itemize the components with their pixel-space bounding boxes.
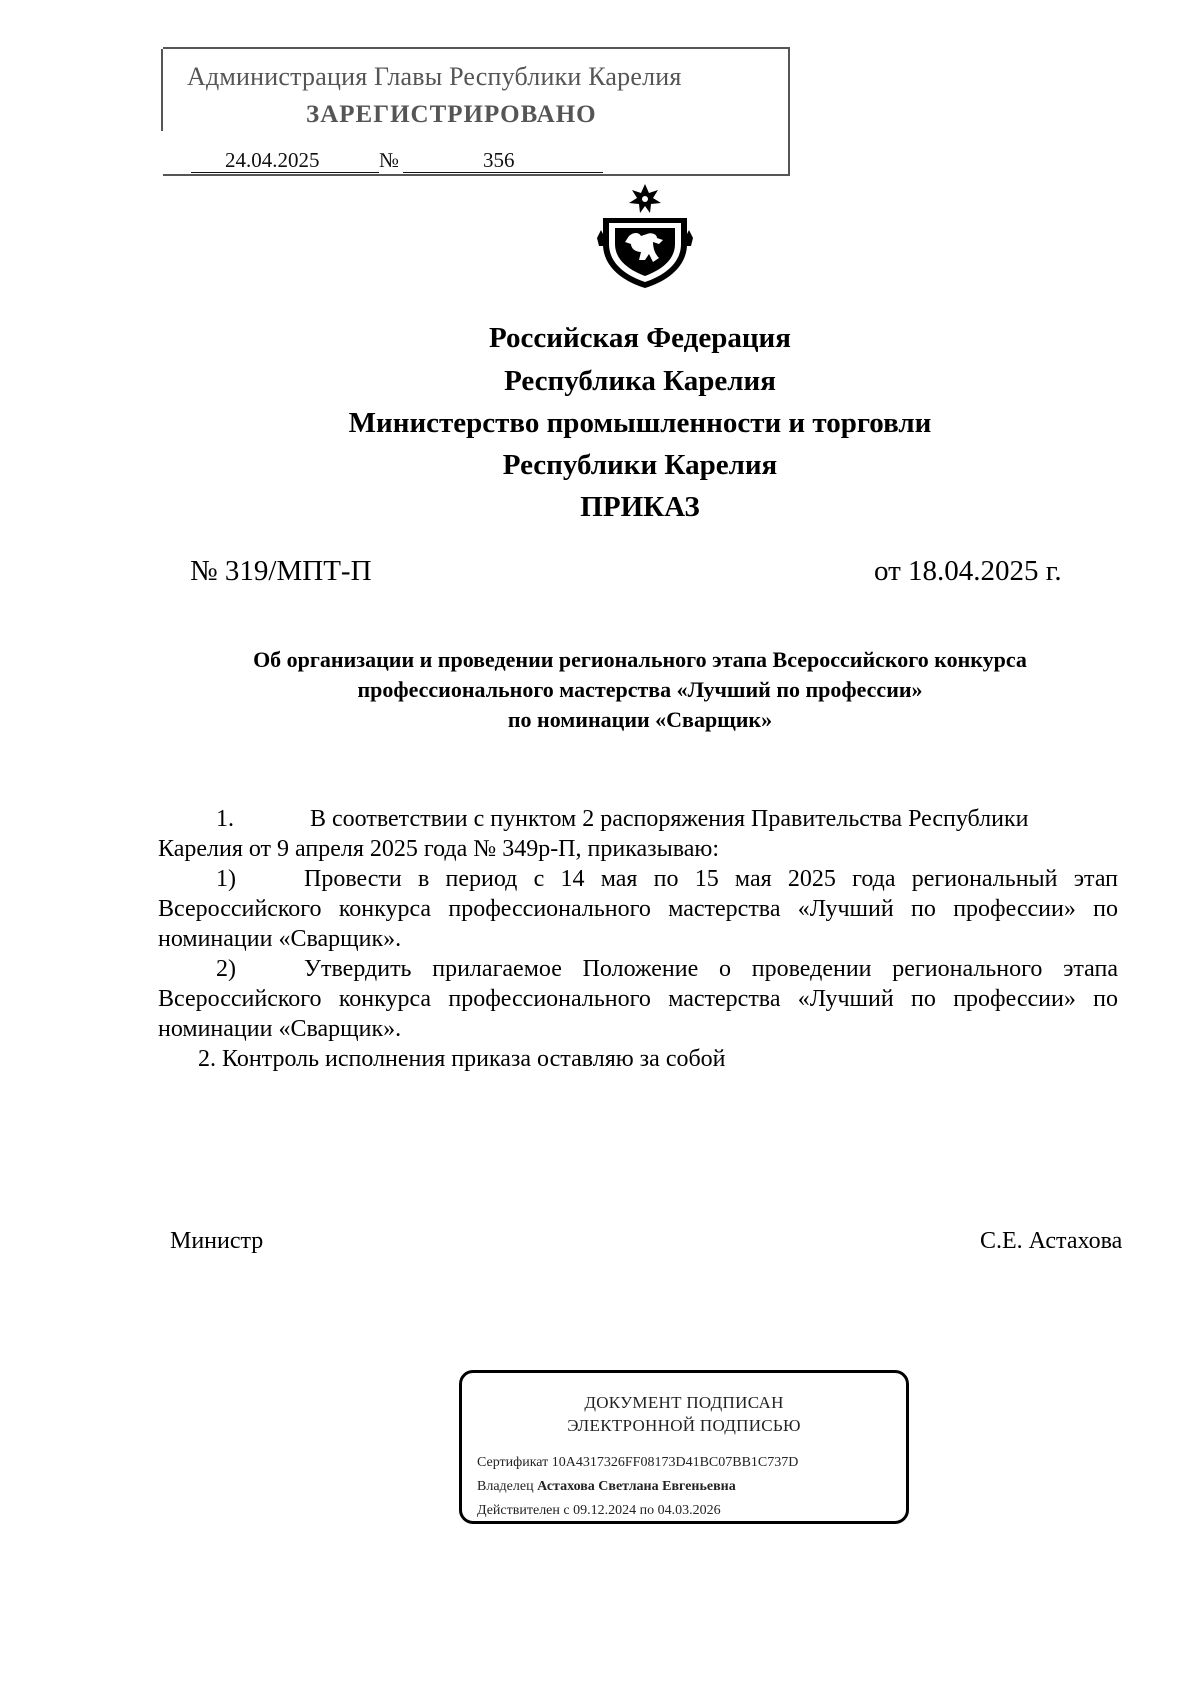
order-number: № 319/МПТ-П [190, 555, 372, 587]
subitem-2-line2: Всероссийского конкурса профессионального мастерства «Лучший по профессии» по [158, 986, 1118, 1012]
certificate-label: Сертификат [477, 1455, 549, 1470]
validity-to-prefix: по [639, 1503, 655, 1518]
digital-signature-title-line1: ДОКУМЕНТ ПОДПИСАН [584, 1393, 784, 1412]
paragraph-1-marker: 1. [216, 806, 234, 832]
owner-label: Владелец [477, 1479, 534, 1494]
registration-number-label: № [379, 148, 400, 172]
registration-number: 356 [403, 147, 603, 173]
subitem-1-line3: номинации «Сварщик». [158, 926, 402, 952]
header-country: Российская Федерация [489, 322, 791, 354]
header-region: Республика Карелия [504, 365, 776, 397]
title-line2: профессионального мастерства «Лучший по профессии» [357, 677, 923, 702]
header-ministry-line2: Республики Карелия [502, 449, 778, 481]
signer-position: Министр [170, 1228, 264, 1254]
certificate-value: 10A4317326FF08173D41BC07BB1C737D [551, 1455, 799, 1470]
karelia-coat-of-arms-icon [595, 182, 695, 290]
subitem-2-line1: Утвердить прилагаемое Положение о проведении регионального этапа [304, 956, 1118, 982]
subitem-2-line3: номинации «Сварщик». [158, 1016, 402, 1042]
validity-from: 09.12.2024 [573, 1503, 637, 1518]
subitem-1-line2: Всероссийского конкурса профессионального мастерства «Лучший по профессии» по [158, 896, 1118, 922]
paragraph-1-line2: Карелия от 9 апреля 2025 года № 349р-П, приказываю: [158, 836, 720, 862]
digital-signature-box [459, 1370, 909, 1524]
title-line1: Об организации и проведении регионального этапа Всероссийского конкурса [253, 647, 1027, 672]
certificate-row [477, 1455, 798, 1471]
validity-row [477, 1503, 721, 1519]
owner-row [477, 1479, 736, 1495]
validity-label: Действителен [477, 1503, 560, 1518]
registration-organization: Администрация Главы Республики Карелия [187, 62, 682, 91]
subitem-2-marker: 2) [216, 956, 236, 982]
subitem-1-marker: 1) [216, 866, 236, 892]
registration-status: ЗАРЕГИСТРИРОВАНО [306, 101, 597, 128]
digital-signature-title-line2: ЭЛЕКТРОННОЙ ПОДПИСЬЮ [567, 1416, 801, 1435]
paragraph-1-line1-text: В соответствии с пунктом 2 распоряжения Правительства Республики [310, 806, 1029, 832]
owner-value: Астахова Светлана Евгеньевна [537, 1479, 736, 1494]
title-line3: по номинации «Сварщик» [507, 707, 773, 732]
signer-name: С.Е. Астахова [980, 1228, 1123, 1254]
header-doc-type: ПРИКАЗ [580, 491, 700, 523]
subitem-1-line1: Провести в период с 14 мая по 15 мая 2025 года региональный этап [304, 866, 1118, 892]
paragraph-2: 2. Контроль исполнения приказа оставляю за собой [198, 1046, 726, 1072]
registration-date: 24.04.2025 [191, 147, 379, 173]
registration-stamp [163, 47, 790, 176]
paragraph-1-line1 [310, 806, 1118, 833]
header-ministry-line1: Министерство промышленности и торговли [348, 407, 932, 439]
validity-from-prefix: с [563, 1503, 570, 1518]
validity-to: 04.03.2026 [657, 1503, 721, 1518]
order-date: от 18.04.2025 г. [874, 555, 1062, 587]
